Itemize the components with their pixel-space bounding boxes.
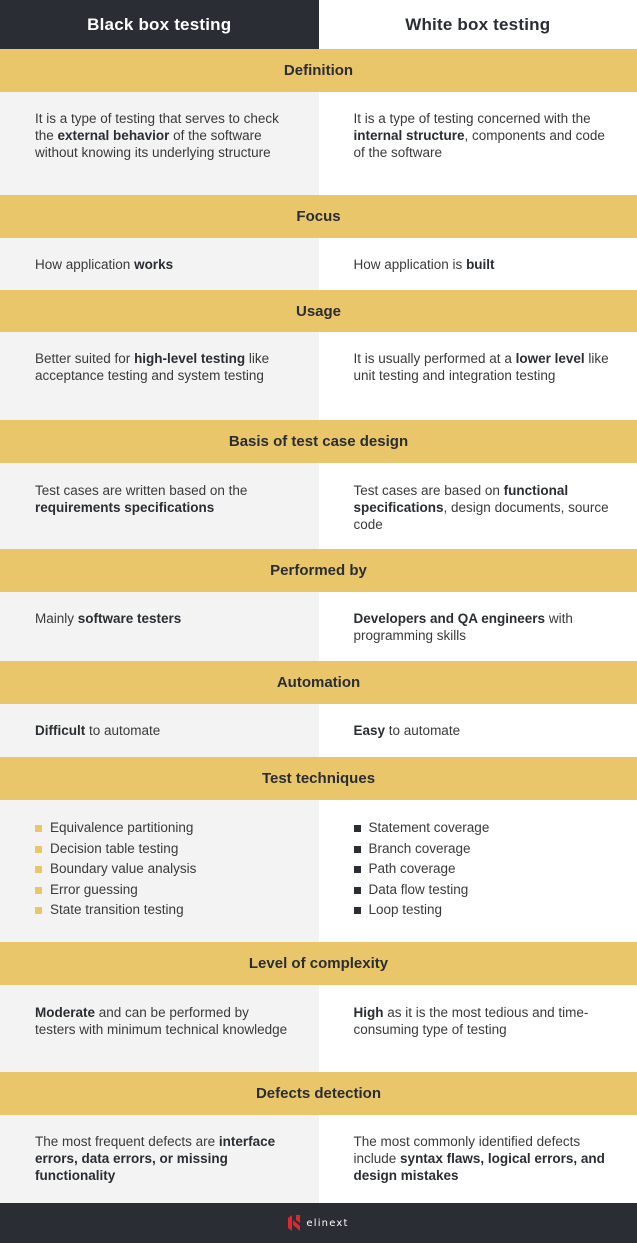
emphasis-text: syntax flaws, logical errors, and design mistakes [353, 1151, 605, 1183]
automation-black-box [0, 704, 319, 757]
row-test-techniques [0, 800, 637, 942]
body-text: of the software without knowing its underlying structure [35, 128, 271, 160]
bullet-square-icon [35, 887, 42, 894]
body-text: Better suited for [35, 351, 135, 366]
focus-black-box [0, 238, 319, 290]
emphasis-text: Developers and QA engineers [353, 611, 546, 626]
performed-by-black-box [0, 592, 319, 661]
emphasis-text: Easy [353, 723, 386, 738]
usage-white-box [319, 332, 637, 420]
white-box-column-title: White box testing [319, 0, 637, 49]
body-text: , design documents, source code [353, 500, 609, 532]
defects-black-box [0, 1115, 319, 1203]
technique-label: Decision table testing [50, 840, 179, 856]
body-text: It is a type of testing that serves to check the [35, 111, 279, 143]
emphasis-text: Moderate [35, 1005, 96, 1020]
black-box-techniques-list [35, 818, 289, 921]
body-text: like acceptance testing and system testing [35, 351, 270, 383]
technique-list-item [354, 839, 614, 860]
body-text: Test cases are based on [353, 483, 504, 498]
technique-list-item [354, 818, 614, 839]
body-text: Test cases are written based on the [35, 483, 248, 498]
body-text: to automate [385, 723, 461, 738]
test-techniques-white-box [319, 800, 637, 942]
body-text: The most commonly identified defects include [353, 1134, 581, 1166]
section-title-focus: Focus [0, 195, 637, 238]
technique-label: Statement coverage [368, 820, 490, 835]
definition-white-box [319, 92, 637, 195]
section-title-usage: Usage [0, 290, 637, 332]
automation-white-box [319, 704, 637, 757]
section-title-basis: Basis of test case design [0, 420, 637, 463]
emphasis-text: external behavior [57, 128, 170, 143]
bullet-square-icon [354, 866, 361, 873]
body-text: as it is the most tedious and time-consuming type of testing [353, 1005, 589, 1037]
row-performed-by [0, 592, 637, 661]
row-basis [0, 463, 637, 549]
definition-black-box [0, 92, 319, 195]
comparison-header [0, 0, 637, 49]
complexity-black-box [0, 985, 319, 1072]
basis-white-box [319, 463, 637, 549]
footer [0, 1203, 637, 1243]
body-text: with programming skills [353, 611, 573, 643]
technique-list-item [35, 818, 289, 839]
body-text: It is a type of testing concerned with the [353, 111, 591, 126]
basis-black-box [0, 463, 319, 549]
test-techniques-black-box [0, 800, 319, 942]
technique-list-item [35, 880, 289, 901]
emphasis-text: functional specifications [353, 483, 569, 515]
emphasis-text: works [134, 257, 174, 272]
technique-list-item [35, 900, 289, 921]
bullet-square-icon [354, 846, 361, 853]
technique-label: Error guessing [50, 881, 138, 897]
technique-label: Equivalence partitioning [50, 820, 194, 835]
body-text: Mainly [35, 611, 78, 626]
brand-name: elinext [306, 1217, 349, 1229]
bullet-square-icon [35, 866, 42, 873]
technique-list-item [354, 880, 614, 901]
technique-label: Boundary value analysis [50, 861, 197, 877]
emphasis-text: internal structure [353, 128, 465, 143]
focus-white-box [319, 238, 637, 290]
emphasis-text: Difficult [35, 723, 86, 738]
section-title-automation: Automation [0, 661, 637, 704]
body-text: and can be performed by testers with minimum technical knowledge [35, 1005, 288, 1037]
body-text: The most frequent defects are [35, 1134, 219, 1149]
complexity-white-box [319, 985, 637, 1072]
technique-label: Path coverage [368, 861, 456, 877]
emphasis-text: High [353, 1005, 384, 1020]
technique-label: Branch coverage [368, 840, 471, 856]
bullet-square-icon [354, 825, 361, 832]
technique-label: Data flow testing [368, 881, 469, 897]
emphasis-text: software testers [77, 611, 182, 626]
row-focus [0, 238, 637, 290]
emphasis-text: lower level [515, 351, 585, 366]
technique-label: State transition testing [50, 902, 184, 918]
bullet-square-icon [354, 907, 361, 914]
body-text: It is usually performed at a [353, 351, 516, 366]
row-automation [0, 704, 637, 757]
usage-black-box [0, 332, 319, 420]
body-text: like unit testing and integration testing [353, 351, 609, 383]
row-defects [0, 1115, 637, 1203]
section-title-complexity: Level of complexity [0, 942, 637, 985]
body-text: How application [35, 257, 135, 272]
body-text: How application is [353, 257, 467, 272]
body-text: to automate [85, 723, 161, 738]
technique-list-item [35, 839, 289, 860]
row-usage [0, 332, 637, 420]
emphasis-text: high-level testing [134, 351, 246, 366]
performed-by-white-box [319, 592, 637, 661]
row-complexity [0, 985, 637, 1072]
section-title-test-techniques: Test techniques [0, 757, 637, 800]
emphasis-text: requirements specifications [35, 500, 215, 515]
bullet-square-icon [35, 846, 42, 853]
section-title-performed-by: Performed by [0, 549, 637, 592]
defects-white-box [319, 1115, 637, 1203]
body-text: , components and code of the software [353, 128, 605, 160]
emphasis-text: built [466, 257, 495, 272]
black-box-column-title: Black box testing [0, 0, 319, 49]
technique-list-item [354, 859, 614, 880]
section-title-definition: Definition [0, 49, 637, 92]
technique-list-item [354, 900, 614, 921]
section-title-defects: Defects detection [0, 1072, 637, 1115]
emphasis-text: interface errors, data errors, or missing functionality [35, 1134, 276, 1183]
row-definition [0, 92, 637, 195]
bullet-square-icon [35, 907, 42, 914]
technique-list-item [35, 859, 289, 880]
bullet-square-icon [35, 825, 42, 832]
white-box-techniques-list [354, 818, 614, 921]
technique-label: Loop testing [368, 902, 443, 918]
elinext-logo-icon [288, 1215, 300, 1231]
bullet-square-icon [354, 887, 361, 894]
